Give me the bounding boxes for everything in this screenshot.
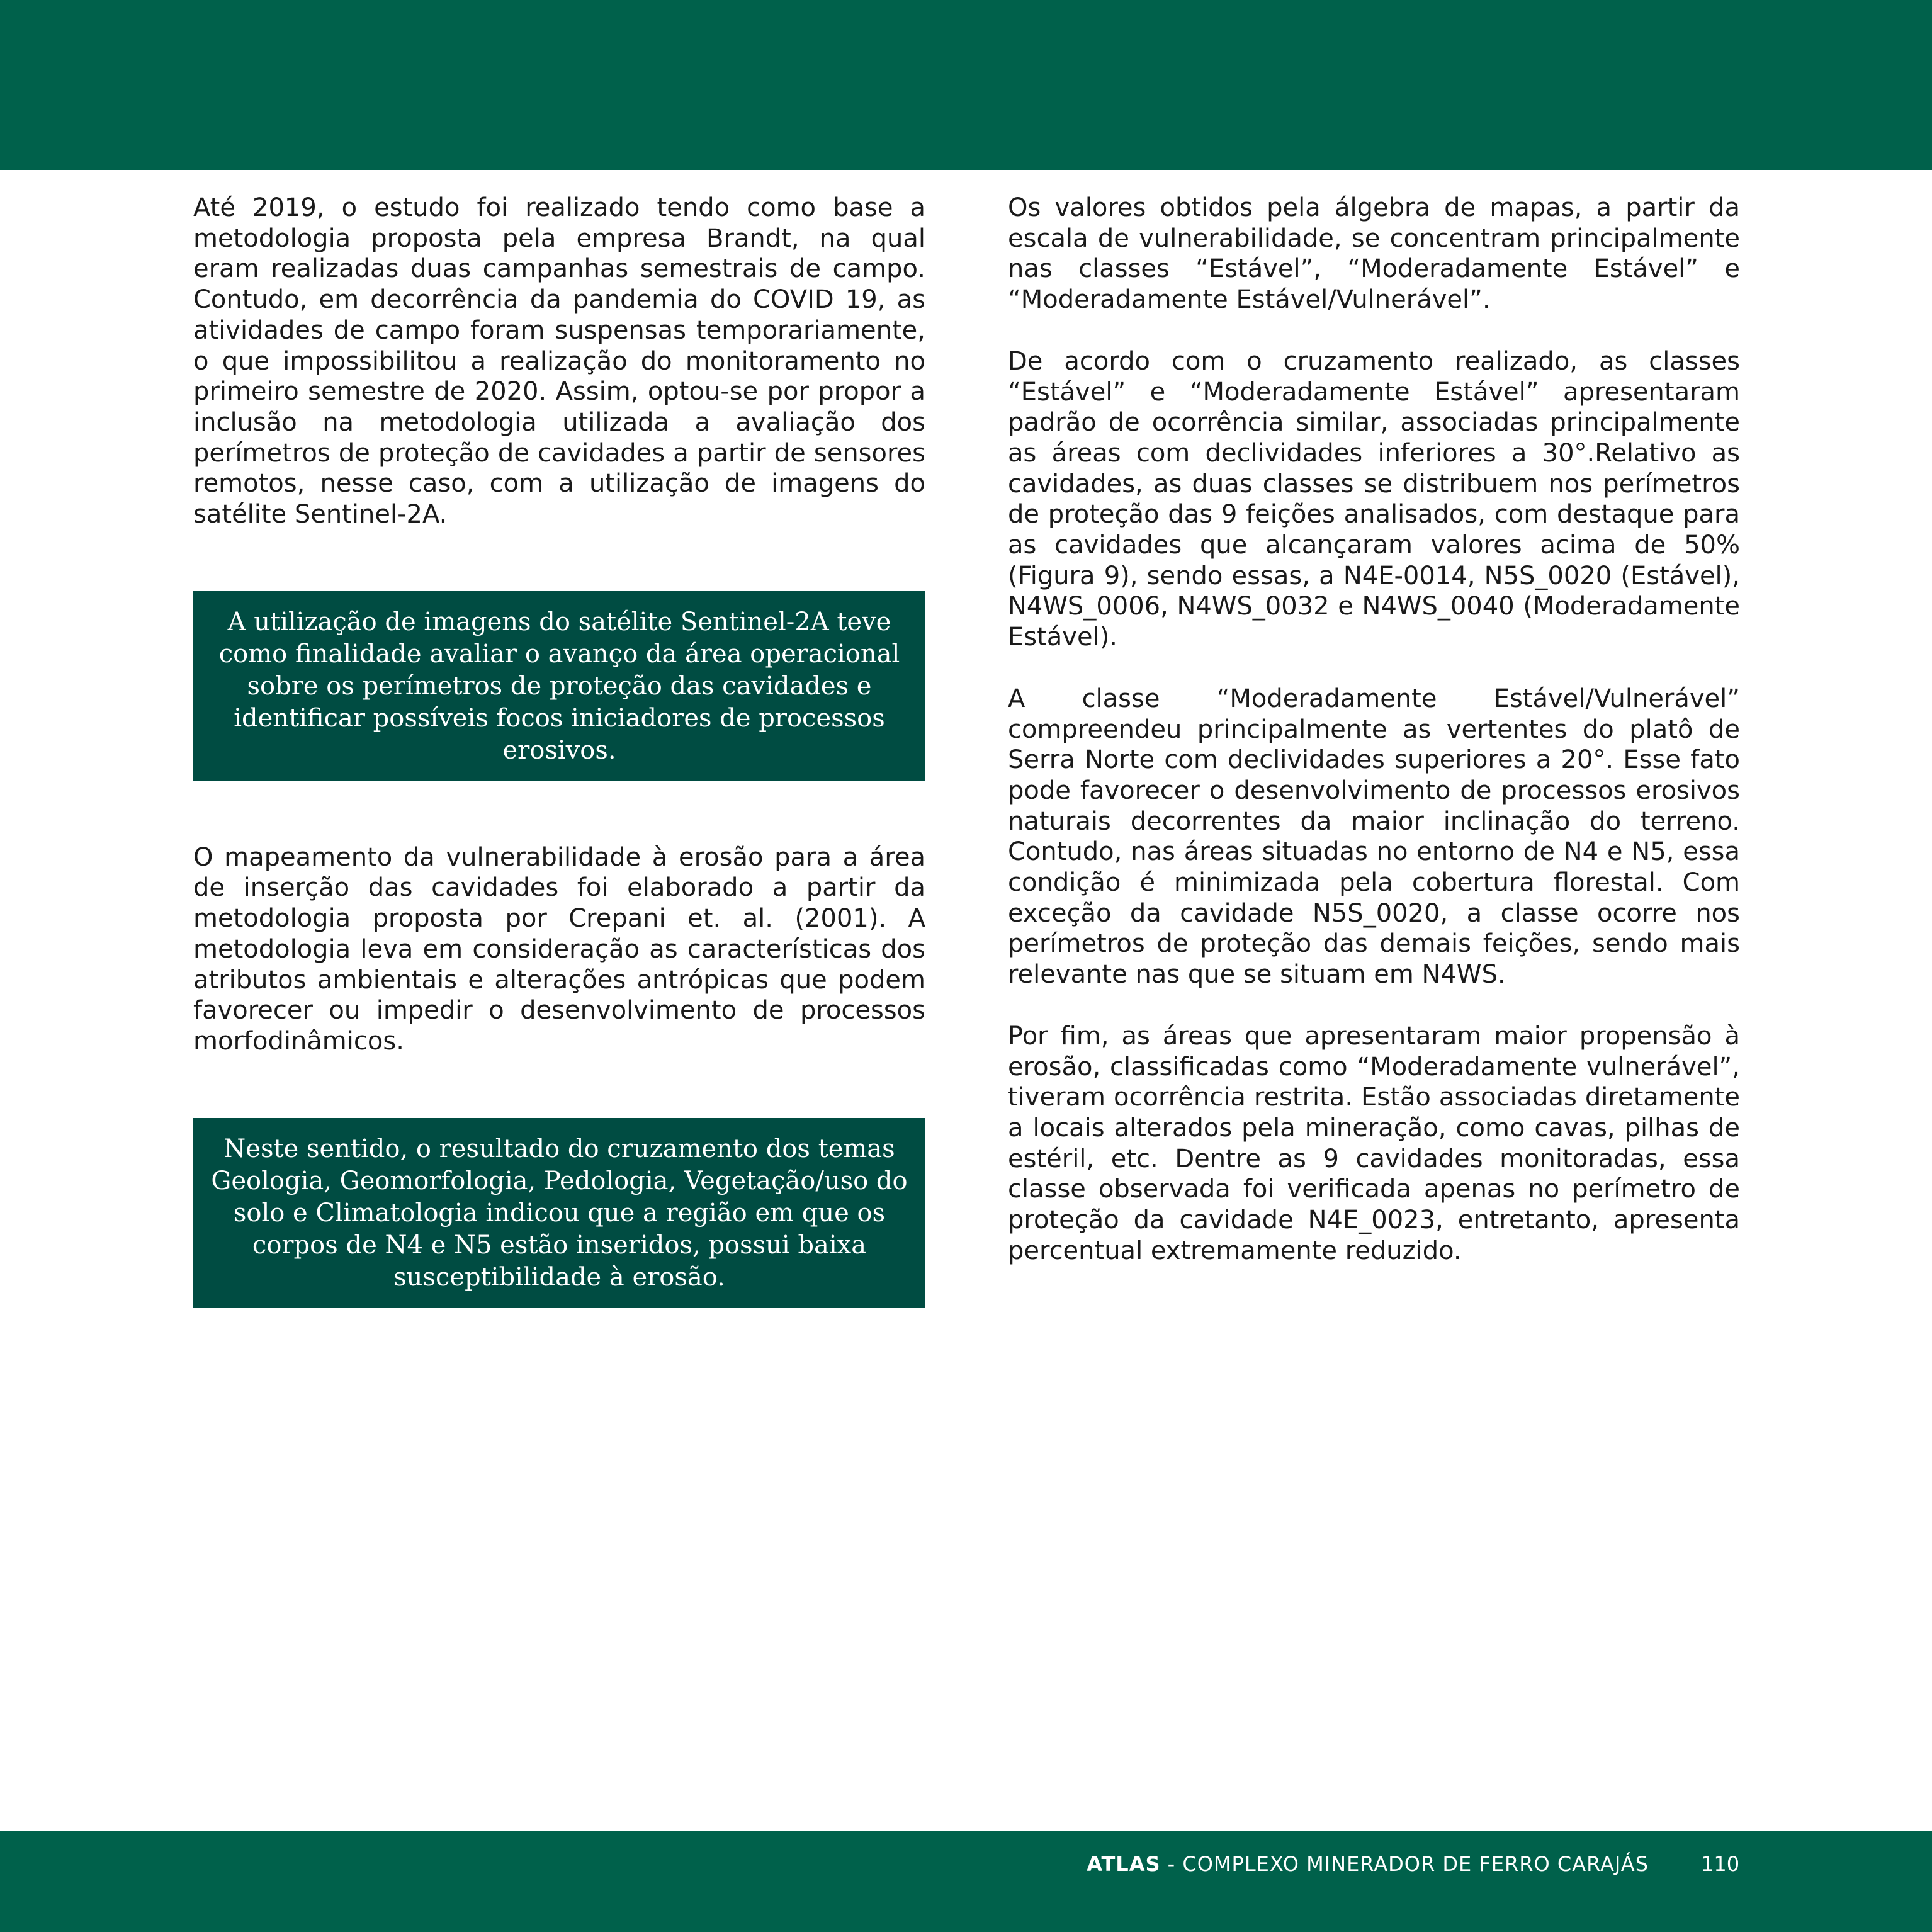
paragraph-map-algebra: Os valores obtidos pela álgebra de mapas, a partir da escala de vulnerabilidade, se concentram principalmente nas classes “Estável”, “Moderadamente Estável” e “Moderadamente Estável/Vulnerável”. xyxy=(1008,193,1740,315)
page-number: 110 xyxy=(1701,1852,1740,1876)
callout-sentinel: A utilização de imagens do satélite Sentinel-2A teve como finalidade avaliar o avanço da área operacional sobre os perímetros de proteção das cavidades e identificar possíveis focos iniciadores de processos erosivos. xyxy=(193,591,925,781)
footer-band xyxy=(0,1831,1932,1932)
left-column xyxy=(193,193,925,1308)
paragraph-vulnerable-class: Por fim, as áreas que apresentaram maior propensão à erosão, classificadas como “Moderadamente vulnerável”, tiveram ocorrência restrita. Estão associadas diretamente a locais alterados pela mineração, como cavas, pilhas de estéril, etc. Dentre as 9 cavidades monitoradas, essa classe observada foi verificada apenas no perímetro de proteção da cavidade N4E_0023, entretanto, apresenta percentual extremamente reduzido. xyxy=(1008,1021,1740,1265)
footer-title xyxy=(1087,1852,1649,1876)
paragraph-vulnerability-mapping: O mapeamento da vulnerabilidade à erosão para a área de inserção das cavidades foi elaborado a partir da metodologia proposta por Crepani et. al. (2001). A metodologia leva em consideração as características dos atributos ambientais e alterações antrópicas que podem favorecer ou impedir o desenvolvimento de processos morfodinâmicos. xyxy=(193,842,925,1056)
paragraph-moderate-class: A classe “Moderadamente Estável/Vulnerável” compreendeu principalmente as vertentes do platô de Serra Norte com declividades superiores a 20°. Esse fato pode favorecer o desenvolvimento de processos erosivos naturais decorrentes da maior inclinação do terreno. Contudo, nas áreas situadas no entorno de N4 e N5, essa condição é minimizada pela cobertura florestal. Com exceção da cavidade N5S_0020, a classe ocorre nos perímetros de proteção das demais feições, sendo mais relevante nas que se situam em N4WS. xyxy=(1008,684,1740,990)
paragraph-stable-classes: De acordo com o cruzamento realizado, as classes “Estável” e “Moderadamente Estável” apresentaram padrão de ocorrência similar, associadas principalmente as áreas com declividades inferiores a 30°.Relativo as cavidades, as duas classes se distribuem nos perímetros de proteção das 9 feições analisados, com destaque para as cavidades que alcançaram valores acima de 50% (Figura 9), sendo essas, a N4E-0014, N5S_0020 (Estável), N4WS_0006, N4WS_0032 e N4WS_0040 (Moderadamente Estável). xyxy=(1008,346,1740,652)
callout-erosion-result: Neste sentido, o resultado do cruzamento dos temas Geologia, Geomorfologia, Pedologia, Vegetação/uso do solo e Climatologia indicou que a região em que os corpos de N4 e N5 estão inseridos, possui baixa susceptibilidade à erosão. xyxy=(193,1118,925,1308)
footer-title-rest: - COMPLEXO MINERADOR DE FERRO CARAJÁS xyxy=(1160,1852,1649,1876)
header-band xyxy=(0,0,1932,170)
paragraph-sentinel-intro: Até 2019, o estudo foi realizado tendo como base a metodologia proposta pela empresa Brandt, na qual eram realizadas duas campanhas semestrais de campo. Contudo, em decorrência da pandemia do COVID 19, as atividades de campo foram suspensas temporariamente, o que impossibilitou a realização do monitoramento no primeiro semestre de 2020. Assim, optou-se por propor a inclusão na metodologia utilizada a avaliação dos perímetros de proteção de cavidades a partir de sensores remotos, nesse caso, com a utilização de imagens do satélite Sentinel-2A. xyxy=(193,193,925,529)
footer-title-bold: ATLAS xyxy=(1087,1852,1161,1876)
right-column xyxy=(1008,193,1740,1267)
